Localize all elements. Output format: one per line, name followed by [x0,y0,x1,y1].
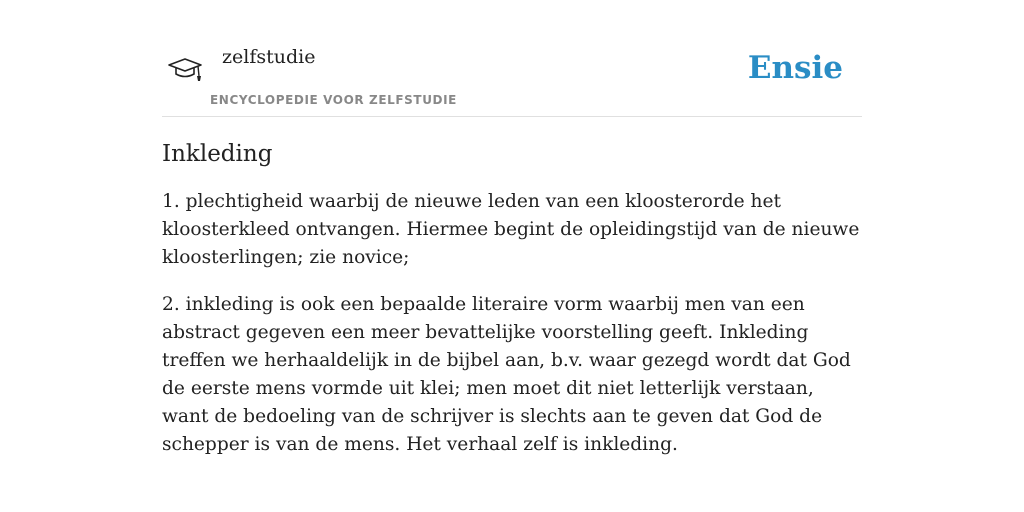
ensie-logo-link[interactable]: Ensie [747,50,843,86]
definition-paragraph-1: 1. plechtigheid waarbij de nieuwe leden van een kloosterorde het kloosterkleed ontvangen. Hiermee begint de opleidingstijd van de nieuwe kloosterlingen; zie novice; [162,191,860,268]
graduation-cap-icon[interactable] [165,54,205,90]
site-tagline: ENCYCLOPEDIE VOOR ZELFSTUDIE [210,93,457,107]
site-name[interactable]: zelfstudie [222,46,316,68]
site-header [162,40,862,117]
definition-paragraph-2: 2. inkleding is ook een bepaalde literaire vorm waarbij men van een abstract gegeven een meer bevattelijke voorstelling geeft. Inkleding treffen we herhaaldelijk in de bijbel aan, b.v. waar gezegd wordt dat God de eerste mens vormde uit klei; men moet dit niet letterlijk verstaan, want de bedoeling van de schrijver is slechts aan te geven dat God de schepper is van de mens. Het verhaal zelf is inkleding. [162,294,851,455]
article-title: Inkleding [162,141,273,167]
article [162,138,862,478]
